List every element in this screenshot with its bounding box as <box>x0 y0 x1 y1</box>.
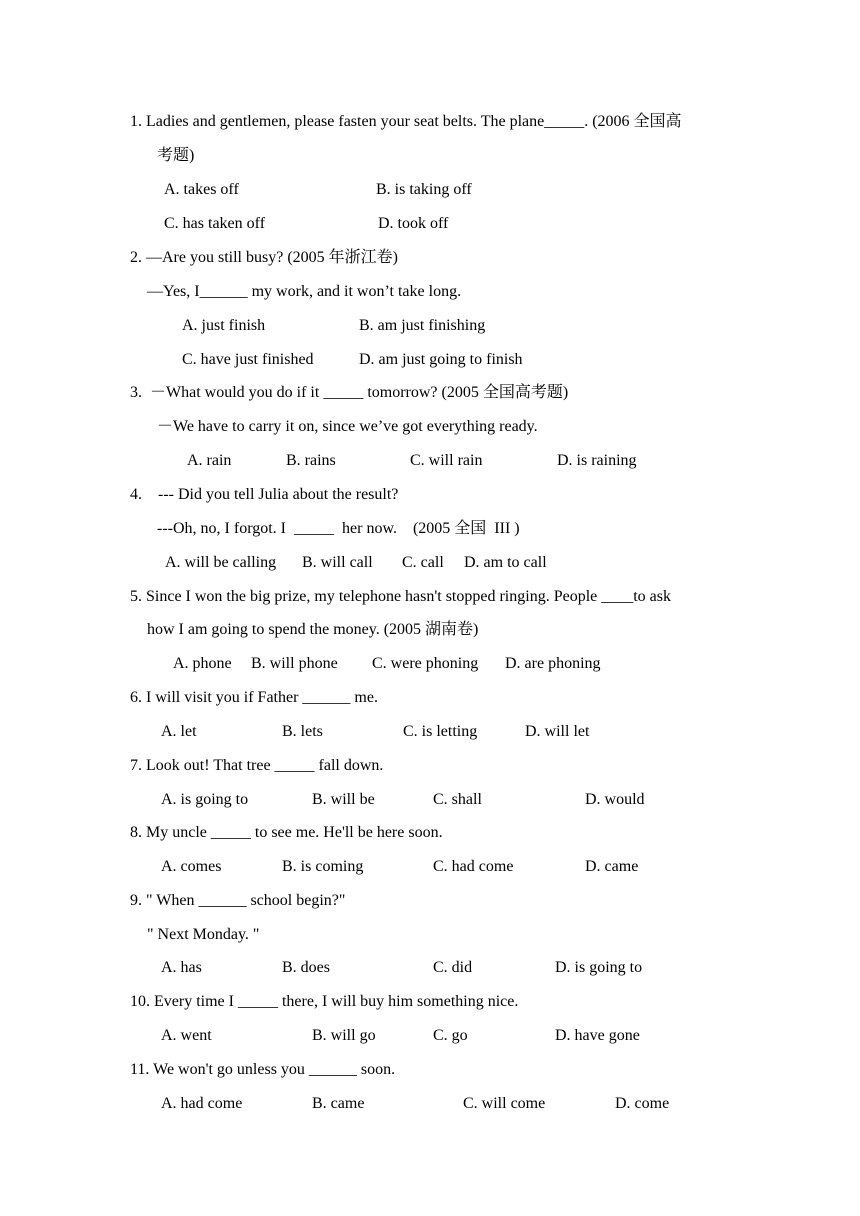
question-5-stem-continuation: how I am going to spend the money. (2005 湖南卷) <box>147 621 479 638</box>
question-3-option-c: C. will rain <box>410 452 483 469</box>
question-9-stem-continuation: " Next Monday. " <box>147 926 260 943</box>
question-3-option-d: D. is raining <box>557 452 637 469</box>
question-3-stem: 3. －What would you do if it _____ tomorrow? (2005 全国高考题) <box>130 384 569 401</box>
question-5-stem: 5. Since I won the big prize, my telephone hasn't stopped ringing. People ____to ask <box>130 588 672 605</box>
question-11-stem: 11. We won't go unless you ______ soon. <box>130 1061 396 1078</box>
question-6-stem: 6. I will visit you if Father ______ me. <box>130 689 378 706</box>
question-7-option-a: A. is going to <box>161 791 249 808</box>
question-10-stem: 10. Every time I _____ there, I will buy him something nice. <box>130 993 519 1010</box>
question-10-option-d: D. have gone <box>555 1027 640 1044</box>
question-4-option-d: D. am to call <box>464 554 547 571</box>
question-8-stem: 8. My uncle _____ to see me. He'll be here soon. <box>130 824 443 841</box>
question-2-option-a: A. just finish <box>182 317 266 334</box>
question-8-option-a: A. comes <box>161 858 222 875</box>
question-11-option-d: D. come <box>615 1095 670 1112</box>
question-10-option-b: B. will go <box>312 1027 376 1044</box>
question-9-stem: 9. " When ______ school begin?" <box>130 892 346 909</box>
question-9-option-c: C. did <box>433 959 473 976</box>
question-2-stem-continuation: —Yes, I______ my work, and it won’t take long. <box>147 283 462 300</box>
question-11-option-a: A. had come <box>161 1095 243 1112</box>
question-1-option-b: B. is taking off <box>376 181 472 198</box>
question-4-stem: 4. --- Did you tell Julia about the result? <box>130 486 399 503</box>
question-3-stem-continuation: －We have to carry it on, since we’ve got everything ready. <box>157 418 538 435</box>
question-8-option-c: C. had come <box>433 858 514 875</box>
question-10-option-c: C. go <box>433 1027 468 1044</box>
question-6-option-a: A. let <box>161 723 197 740</box>
question-1-stem: 1. Ladies and gentlemen, please fasten your seat belts. The plane_____. (2006 全国高 <box>130 113 682 130</box>
question-7-option-b: B. will be <box>312 791 375 808</box>
question-8-option-b: B. is coming <box>282 858 364 875</box>
question-9-option-a: A. has <box>161 959 202 976</box>
question-6-option-c: C. is letting <box>403 723 478 740</box>
question-1-option-c: C. has taken off <box>164 215 266 232</box>
question-4-option-c: C. call <box>402 554 444 571</box>
question-8-option-d: D. came <box>585 858 639 875</box>
question-7-stem: 7. Look out! That tree _____ fall down. <box>130 757 384 774</box>
question-2-stem: 2. —Are you still busy? (2005 年浙江卷) <box>130 249 398 266</box>
question-11-option-c: C. will come <box>463 1095 546 1112</box>
question-5-option-c: C. were phoning <box>372 655 479 672</box>
question-1-stem-continuation: 考题) <box>157 147 195 164</box>
question-2-option-b: B. am just finishing <box>359 317 486 334</box>
question-9-option-b: B. does <box>282 959 330 976</box>
question-5-option-a: A. phone <box>173 655 232 672</box>
question-3-option-a: A. rain <box>187 452 232 469</box>
question-1-option-d: D. took off <box>378 215 449 232</box>
question-5-option-d: D. are phoning <box>505 655 601 672</box>
question-7-option-d: D. would <box>585 791 645 808</box>
question-3-option-b: B. rains <box>286 452 336 469</box>
question-2-option-c: C. have just finished <box>182 351 314 368</box>
question-5-option-b: B. will phone <box>251 655 338 672</box>
question-11-option-b: B. came <box>312 1095 365 1112</box>
question-1-option-a: A. takes off <box>164 181 239 198</box>
question-2-option-d: D. am just going to finish <box>359 351 523 368</box>
question-9-option-d: D. is going to <box>555 959 643 976</box>
question-4-option-b: B. will call <box>302 554 373 571</box>
question-7-option-c: C. shall <box>433 791 482 808</box>
question-4-option-a: A. will be calling <box>165 554 277 571</box>
question-6-option-b: B. lets <box>282 723 323 740</box>
question-4-stem-continuation: ---Oh, no, I forgot. I _____ her now. (2005 全国 III ) <box>157 520 520 537</box>
question-6-option-d: D. will let <box>525 723 590 740</box>
question-10-option-a: A. went <box>161 1027 212 1044</box>
